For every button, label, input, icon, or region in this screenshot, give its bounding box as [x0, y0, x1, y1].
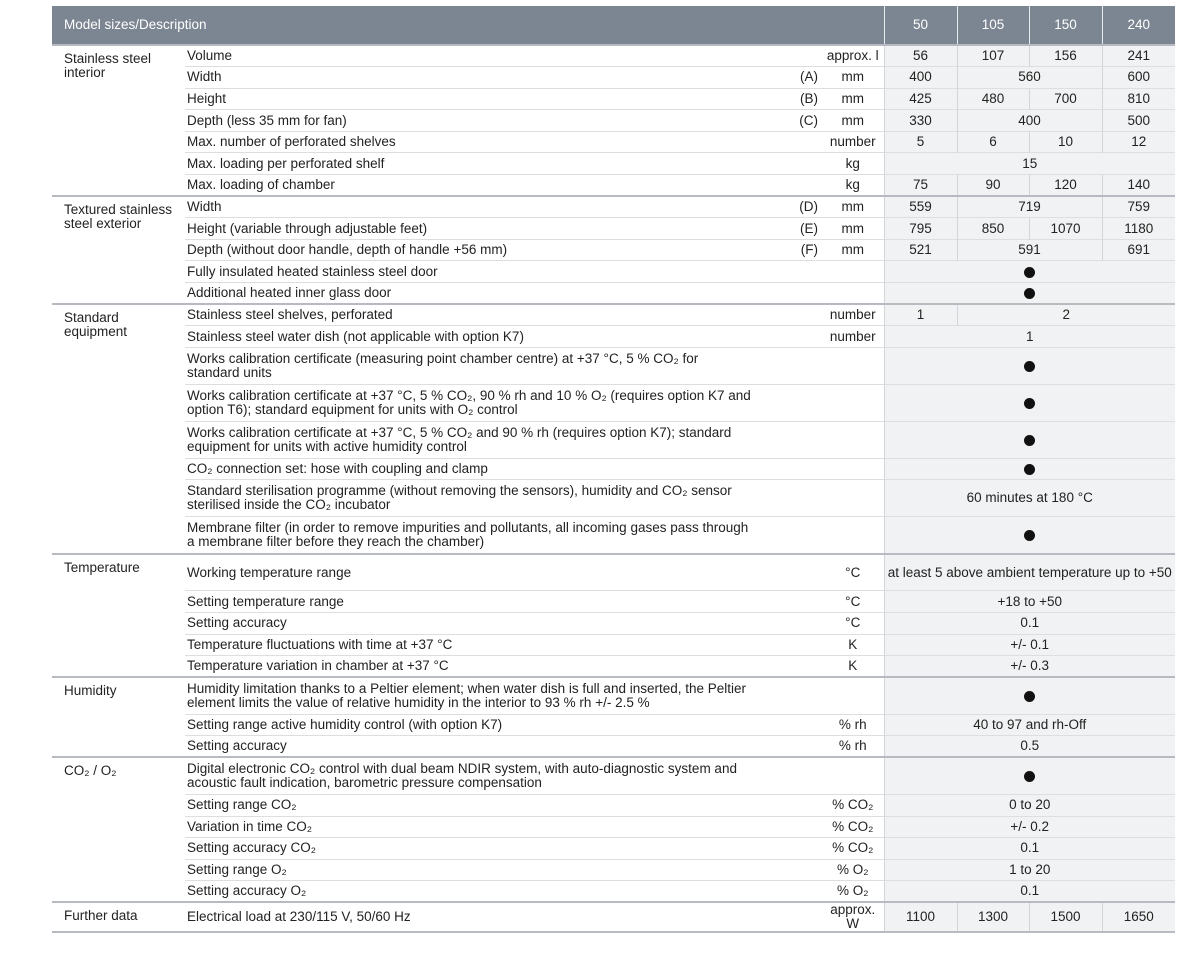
- unit-label: [822, 458, 884, 480]
- unit-label: kg: [822, 153, 884, 175]
- value-cell: 1: [884, 326, 1175, 348]
- dimension-label: [752, 838, 822, 860]
- dimension-label: [752, 326, 822, 348]
- spec-sheet: [52, 6, 1172, 933]
- value-cell: at least 5 above ambient temperature up to +50: [884, 554, 1175, 591]
- row-description: Width: [185, 67, 752, 89]
- value-cell: 500: [1102, 110, 1175, 132]
- dimension-label: [752, 283, 822, 305]
- value-cell: 156: [1029, 45, 1102, 67]
- header-model-150: 150: [1029, 6, 1102, 45]
- dimension-label: [752, 634, 822, 656]
- row-description: Digital electronic CO₂ control with dual beam NDIR system, with auto-diagnostic system and acoustic fault indication, barometric pressure compensation: [185, 757, 752, 794]
- table-row: [52, 881, 1175, 903]
- value-cell: +18 to +50: [884, 591, 1175, 613]
- bullet-dot-icon: [1024, 530, 1035, 541]
- dimension-label: [752, 677, 822, 714]
- value-cell: +/- 0.3: [884, 656, 1175, 678]
- dimension-label: (D): [752, 196, 822, 218]
- bullet-dot-icon: [1024, 361, 1035, 372]
- row-description: Setting range active humidity control (with option K7): [185, 714, 752, 736]
- table-row: [52, 88, 1175, 110]
- unit-label: [822, 517, 884, 554]
- value-cell: 1: [884, 304, 957, 326]
- unit-label: number: [822, 326, 884, 348]
- table-row: [52, 902, 1175, 932]
- table-row: [52, 517, 1175, 554]
- included-cell: [884, 261, 1175, 283]
- value-cell: 795: [884, 218, 957, 240]
- value-cell: 0.1: [884, 881, 1175, 903]
- dimension-label: [752, 261, 822, 283]
- unit-label: kg: [822, 175, 884, 197]
- row-description: Volume: [185, 45, 752, 67]
- dimension-label: [752, 458, 822, 480]
- section-title: Humidity: [52, 677, 185, 757]
- row-description: Setting range CO₂: [185, 794, 752, 816]
- value-cell: +/- 0.1: [884, 634, 1175, 656]
- value-cell: 120: [1029, 175, 1102, 197]
- table-row: [52, 859, 1175, 881]
- table-row: [52, 239, 1175, 261]
- table-row: [52, 421, 1175, 458]
- value-cell: 15: [884, 153, 1175, 175]
- row-description: Setting accuracy CO₂: [185, 838, 752, 860]
- dimension-label: [752, 153, 822, 175]
- table-row: [52, 283, 1175, 305]
- unit-label: % CO₂: [822, 816, 884, 838]
- value-cell: 330: [884, 110, 957, 132]
- table-row: [52, 175, 1175, 197]
- value-cell: 1650: [1102, 902, 1175, 932]
- dimension-label: [752, 757, 822, 794]
- bullet-dot-icon: [1024, 267, 1035, 278]
- table-row: [52, 677, 1175, 714]
- section-title: Standard equipment: [52, 304, 185, 554]
- dimension-label: [752, 613, 822, 635]
- value-cell: 6: [957, 131, 1029, 153]
- header-description: Model sizes/Description: [52, 6, 884, 45]
- row-description: Depth (less 35 mm for fan): [185, 110, 752, 132]
- value-cell: +/- 0.2: [884, 816, 1175, 838]
- table-row: [52, 110, 1175, 132]
- unit-label: [822, 757, 884, 794]
- table-row: [52, 45, 1175, 67]
- value-cell: 241: [1102, 45, 1175, 67]
- value-cell: 12: [1102, 131, 1175, 153]
- value-cell: 400: [957, 110, 1102, 132]
- row-description: Working temperature range: [185, 554, 752, 591]
- dimension-label: (B): [752, 88, 822, 110]
- unit-label: [822, 384, 884, 421]
- included-cell: [884, 283, 1175, 305]
- value-cell: 850: [957, 218, 1029, 240]
- unit-label: mm: [822, 196, 884, 218]
- value-cell: 591: [957, 239, 1102, 261]
- value-cell: 1100: [884, 902, 957, 932]
- dimension-label: [752, 794, 822, 816]
- table-row: [52, 218, 1175, 240]
- unit-label: K: [822, 634, 884, 656]
- table-row: [52, 816, 1175, 838]
- bullet-dot-icon: [1024, 398, 1035, 409]
- value-cell: 759: [1102, 196, 1175, 218]
- table-row: [52, 384, 1175, 421]
- row-description: Electrical load at 230/115 V, 50/60 Hz: [185, 902, 752, 932]
- included-cell: [884, 384, 1175, 421]
- table-body: [52, 45, 1175, 932]
- value-cell: 480: [957, 88, 1029, 110]
- row-description: Membrane filter (in order to remove impurities and pollutants, all incoming gases pass through a membrane filter before they reach the chamber): [185, 517, 752, 554]
- value-cell: 400: [884, 67, 957, 89]
- dimension-label: [752, 384, 822, 421]
- dimension-label: [752, 517, 822, 554]
- bullet-dot-icon: [1024, 691, 1035, 702]
- row-description: Depth (without door handle, depth of handle +56 mm): [185, 239, 752, 261]
- dimension-label: [752, 714, 822, 736]
- value-cell: 1500: [1029, 902, 1102, 932]
- value-cell: 0.1: [884, 838, 1175, 860]
- unit-label: % rh: [822, 736, 884, 758]
- dimension-label: (A): [752, 67, 822, 89]
- dimension-label: [752, 347, 822, 384]
- unit-label: [822, 347, 884, 384]
- value-cell: 1070: [1029, 218, 1102, 240]
- unit-label: [822, 677, 884, 714]
- table-row: [52, 261, 1175, 283]
- header-model-50: 50: [884, 6, 957, 45]
- section-title: Textured stainless steel exterior: [52, 196, 185, 304]
- dimension-label: [752, 480, 822, 517]
- table-row: [52, 736, 1175, 758]
- row-description: Setting accuracy O₂: [185, 881, 752, 903]
- row-description: Max. number of perforated shelves: [185, 131, 752, 153]
- dimension-label: [752, 175, 822, 197]
- row-description: Works calibration certificate at +37 °C, 5 % CO₂, 90 % rh and 10 % O₂ (requires option K7 and option T6); standard equipment for units with O₂ control: [185, 384, 752, 421]
- table-row: [52, 838, 1175, 860]
- table-row: [52, 554, 1175, 591]
- value-cell: 600: [1102, 67, 1175, 89]
- row-description: Works calibration certificate at +37 °C, 5 % CO₂ and 90 % rh (requires option K7); standard equipment for units with active humidity control: [185, 421, 752, 458]
- table-row: [52, 131, 1175, 153]
- dimension-label: [752, 902, 822, 932]
- table-row: [52, 656, 1175, 678]
- unit-label: number: [822, 131, 884, 153]
- included-cell: [884, 421, 1175, 458]
- value-cell: 691: [1102, 239, 1175, 261]
- value-cell: 0 to 20: [884, 794, 1175, 816]
- unit-label: °C: [822, 591, 884, 613]
- row-description: Setting accuracy: [185, 736, 752, 758]
- value-cell: 1 to 20: [884, 859, 1175, 881]
- row-description: Temperature fluctuations with time at +37 °C: [185, 634, 752, 656]
- table-row: [52, 196, 1175, 218]
- dimension-label: [752, 881, 822, 903]
- value-cell: 0.1: [884, 613, 1175, 635]
- row-description: CO₂ connection set: hose with coupling and clamp: [185, 458, 752, 480]
- row-description: Stainless steel shelves, perforated: [185, 304, 752, 326]
- value-cell: 1300: [957, 902, 1029, 932]
- value-cell: 719: [957, 196, 1102, 218]
- unit-label: [822, 283, 884, 305]
- value-cell: 425: [884, 88, 957, 110]
- table-row: [52, 326, 1175, 348]
- value-cell: 1180: [1102, 218, 1175, 240]
- dimension-label: [752, 304, 822, 326]
- dimension-label: [752, 45, 822, 67]
- section-title: CO₂ / O₂: [52, 757, 185, 902]
- unit-label: % O₂: [822, 881, 884, 903]
- unit-label: % CO₂: [822, 838, 884, 860]
- unit-label: [822, 261, 884, 283]
- value-cell: 56: [884, 45, 957, 67]
- header-row: [52, 6, 1175, 45]
- unit-label: approx. W: [822, 902, 884, 932]
- dimension-label: (F): [752, 239, 822, 261]
- table-row: [52, 613, 1175, 635]
- row-description: Max. loading per perforated shelf: [185, 153, 752, 175]
- bullet-dot-icon: [1024, 771, 1035, 782]
- row-description: Height (variable through adjustable feet): [185, 218, 752, 240]
- value-cell: 559: [884, 196, 957, 218]
- value-cell: 107: [957, 45, 1029, 67]
- header-model-240: 240: [1102, 6, 1175, 45]
- dimension-label: [752, 131, 822, 153]
- table-row: [52, 794, 1175, 816]
- row-description: Setting accuracy: [185, 613, 752, 635]
- row-description: Height: [185, 88, 752, 110]
- dimension-label: [752, 554, 822, 591]
- row-description: Variation in time CO₂: [185, 816, 752, 838]
- row-description: Stainless steel water dish (not applicable with option K7): [185, 326, 752, 348]
- unit-label: K: [822, 656, 884, 678]
- unit-label: number: [822, 304, 884, 326]
- value-cell: 140: [1102, 175, 1175, 197]
- table-row: [52, 153, 1175, 175]
- table-row: [52, 591, 1175, 613]
- row-description: Width: [185, 196, 752, 218]
- row-description: Setting temperature range: [185, 591, 752, 613]
- table-row: [52, 480, 1175, 517]
- unit-label: mm: [822, 67, 884, 89]
- unit-label: [822, 480, 884, 517]
- row-description: Temperature variation in chamber at +37 °C: [185, 656, 752, 678]
- dimension-label: (E): [752, 218, 822, 240]
- value-cell: 40 to 97 and rh-Off: [884, 714, 1175, 736]
- included-cell: [884, 757, 1175, 794]
- unit-label: % CO₂: [822, 794, 884, 816]
- section-title: Further data: [52, 902, 185, 932]
- dimension-label: [752, 736, 822, 758]
- row-description: Setting range O₂: [185, 859, 752, 881]
- table-row: [52, 347, 1175, 384]
- row-description: Standard sterilisation programme (without removing the sensors), humidity and CO₂ sensor sterilised inside the CO₂ incubator: [185, 480, 752, 517]
- section-title: Stainless steel interior: [52, 45, 185, 196]
- included-cell: [884, 517, 1175, 554]
- included-cell: [884, 677, 1175, 714]
- unit-label: mm: [822, 239, 884, 261]
- row-description: Max. loading of chamber: [185, 175, 752, 197]
- dimension-label: [752, 591, 822, 613]
- included-cell: [884, 347, 1175, 384]
- table-row: [52, 67, 1175, 89]
- table-row: [52, 757, 1175, 794]
- unit-label: approx. l: [822, 45, 884, 67]
- row-description: Additional heated inner glass door: [185, 283, 752, 305]
- unit-label: mm: [822, 88, 884, 110]
- row-description: Fully insulated heated stainless steel door: [185, 261, 752, 283]
- value-cell: 700: [1029, 88, 1102, 110]
- dimension-label: [752, 656, 822, 678]
- value-cell: 810: [1102, 88, 1175, 110]
- dimension-label: (C): [752, 110, 822, 132]
- table-row: [52, 458, 1175, 480]
- table-row: [52, 304, 1175, 326]
- bullet-dot-icon: [1024, 435, 1035, 446]
- unit-label: mm: [822, 218, 884, 240]
- value-cell: 60 minutes at 180 °C: [884, 480, 1175, 517]
- dimension-label: [752, 421, 822, 458]
- unit-label: °C: [822, 613, 884, 635]
- table-row: [52, 634, 1175, 656]
- bullet-dot-icon: [1024, 288, 1035, 299]
- value-cell: 0.5: [884, 736, 1175, 758]
- unit-label: mm: [822, 110, 884, 132]
- unit-label: % rh: [822, 714, 884, 736]
- table-row: [52, 714, 1175, 736]
- value-cell: 90: [957, 175, 1029, 197]
- dimension-label: [752, 859, 822, 881]
- value-cell: 5: [884, 131, 957, 153]
- bullet-dot-icon: [1024, 464, 1035, 475]
- section-title: Temperature: [52, 554, 185, 677]
- dimension-label: [752, 816, 822, 838]
- included-cell: [884, 458, 1175, 480]
- value-cell: 2: [957, 304, 1175, 326]
- unit-label: °C: [822, 554, 884, 591]
- value-cell: 10: [1029, 131, 1102, 153]
- row-description: Works calibration certificate (measuring point chamber centre) at +37 °C, 5 % CO₂ for standard units: [185, 347, 752, 384]
- value-cell: 560: [957, 67, 1102, 89]
- value-cell: 75: [884, 175, 957, 197]
- header-model-105: 105: [957, 6, 1029, 45]
- specification-table: [52, 6, 1175, 933]
- row-description: Humidity limitation thanks to a Peltier element; when water dish is full and inserted, the Peltier element limits the value of relative humidity in the interior to 93 % rh +/- 2.5 %: [185, 677, 752, 714]
- unit-label: [822, 421, 884, 458]
- value-cell: 521: [884, 239, 957, 261]
- unit-label: % O₂: [822, 859, 884, 881]
